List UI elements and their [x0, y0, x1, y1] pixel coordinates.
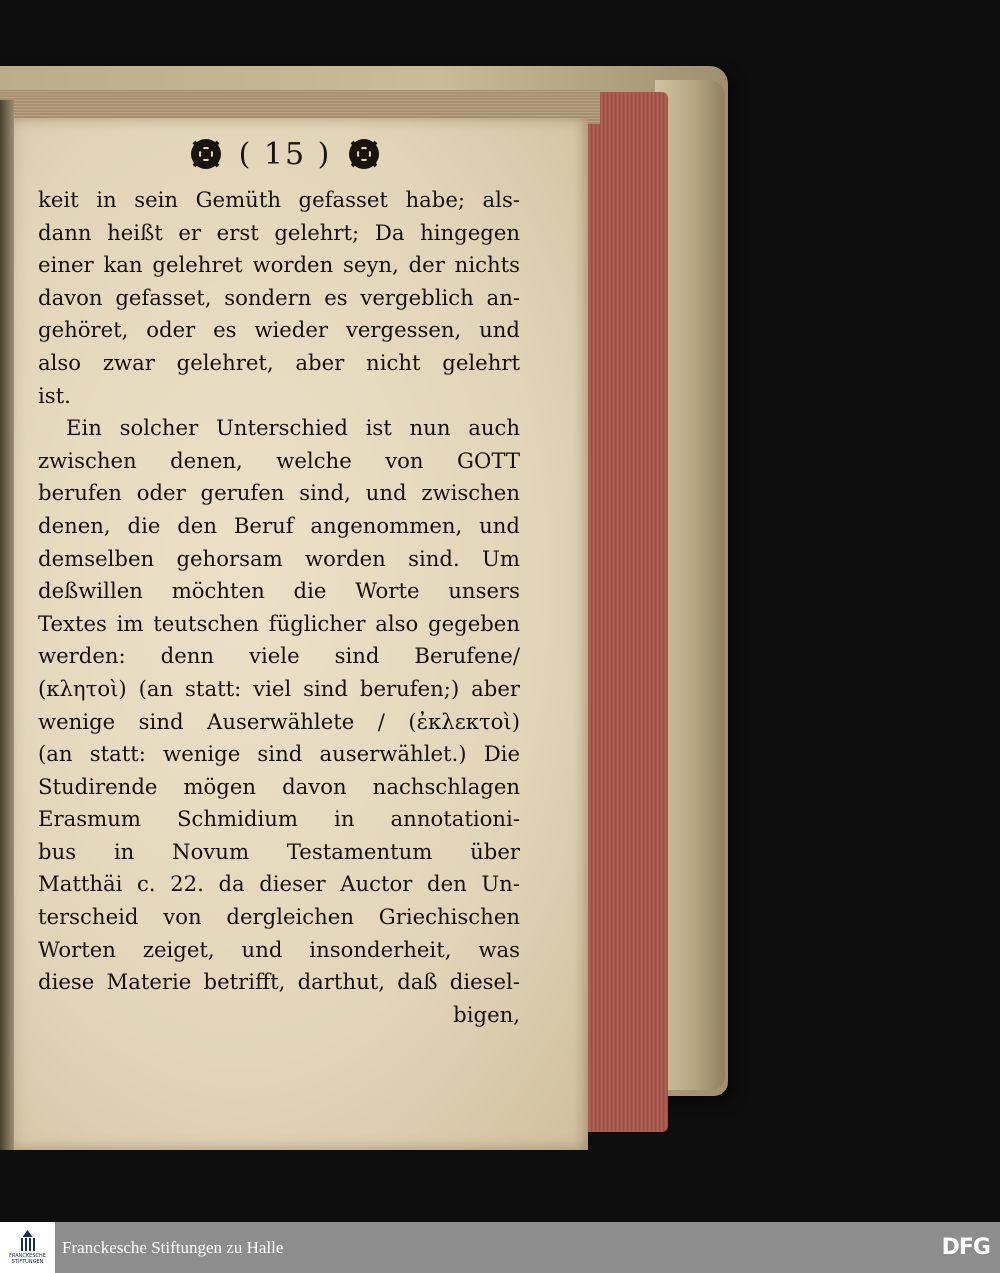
text-line: also zwar gelehret, aber nicht gelehrt [38, 349, 520, 375]
text-line: zwischen denen, welche von GOTT [38, 447, 520, 473]
text-line: diese Materie betrifft, darthut, daß diesel- [38, 969, 520, 995]
text-line: Ein solcher Unterschied ist nun auch [66, 415, 520, 441]
building-icon [20, 1230, 36, 1252]
text-line: einer kan gelehret worden seyn, der nichts [38, 252, 520, 278]
catchword: bigen, [453, 1001, 520, 1027]
logo-text-line2: STIFTUNGEN [11, 1259, 44, 1265]
text-line: werden: denn viele sind Berufene/ [38, 643, 520, 669]
text-line: berufen oder gerufen sind, und zwischen [38, 480, 520, 506]
text-line: Textes im teutschen füglicher also gegeben [38, 610, 520, 636]
text-line: terscheid von dergleichen Griechischen [38, 904, 520, 930]
text-line: deßwillen möchten die Worte unsers [38, 578, 520, 604]
text-line: demselben gehorsam worden sind. Um [38, 545, 520, 571]
logo-text [9, 1253, 46, 1265]
text-line: bus in Novum Testamentum über [38, 838, 520, 864]
text-line: Erasmum Schmidium in annotationi- [38, 806, 520, 832]
page-edges [588, 92, 668, 1132]
text-line: (an statt: wenige sind auserwählet.) Die [38, 741, 520, 767]
spine-shadow [0, 100, 14, 1150]
francke-logo[interactable] [0, 1222, 55, 1273]
text-line: wenige sind Auserwählete / (ἐκλεκτοὶ) [38, 708, 520, 734]
text-line: ist. [38, 382, 71, 408]
text-line: Worten zeiget, und insonderheit, was [38, 936, 520, 962]
flower-ornament-icon [191, 139, 221, 169]
page-text [38, 184, 520, 1031]
text-line: keit in sein Gemüth gefasset habe; als- [38, 187, 520, 212]
text-line: denen, die den Beruf angenommen, und [38, 512, 520, 538]
text-line: (κλητοὶ) (an statt: viel sind berufen;) aber [38, 675, 520, 701]
logo-text-line1: FRANCKESCHE [9, 1253, 46, 1259]
text-line: Matthäi c. 22. da dieser Auctor den Un- [38, 871, 520, 897]
footer-bar [0, 1222, 1000, 1273]
institution-name[interactable]: Franckesche Stiftungen zu Halle [62, 1238, 284, 1257]
page-number: ( 15 ) [238, 136, 332, 172]
page-header [170, 132, 400, 176]
text-line: Studirende mögen davon nachschlagen [38, 773, 520, 799]
text-line: davon gefasset, sondern es vergeblich an- [38, 284, 520, 310]
text-line: gehöret, oder es wieder vergessen, und [38, 317, 520, 343]
flower-ornament-icon [349, 139, 379, 169]
dfg-logo[interactable]: DFG [941, 1235, 990, 1260]
text-line: dann heißt er erst gelehrt; Da hingegen [38, 219, 520, 245]
